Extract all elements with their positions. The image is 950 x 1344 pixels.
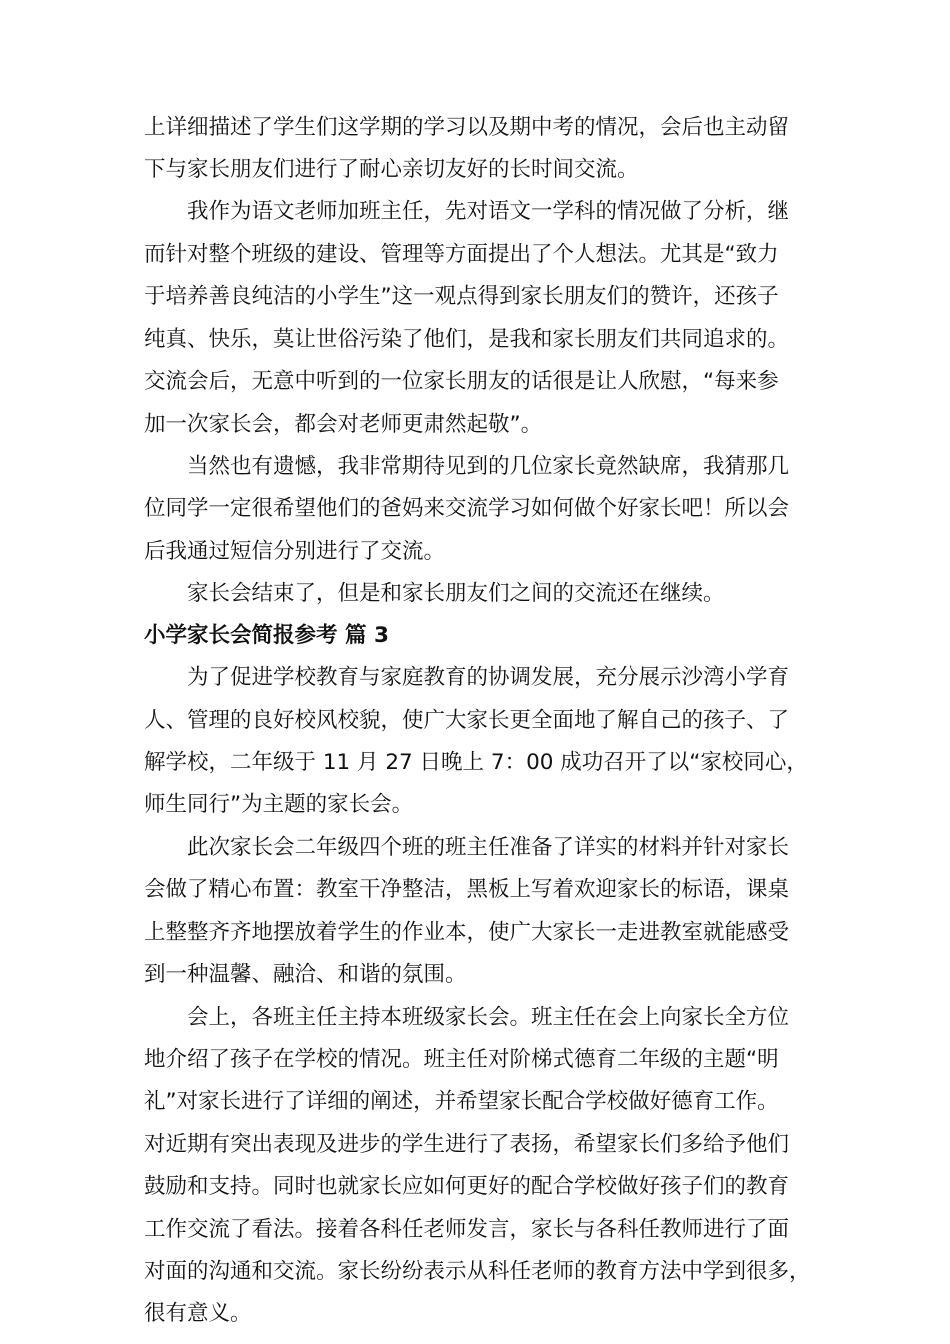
text-line: 到一种温馨、融洽、和谐的氛围。 [144, 962, 467, 987]
text-line: 对面的沟通和交流。家长纷纷表示从科任老师的教育方法中学到很多， [144, 1259, 811, 1284]
text-line: 加一次家长会，都会对老师更肃然起敬”。 [144, 412, 543, 437]
paragraph-start-line: 家长会结束了，但是和家长朋友们之间的交流还在继续。 [187, 581, 725, 606]
text-line: 上详细描述了学生们这学期的学习以及期中考的情况，会后也主动留 [144, 115, 790, 140]
text-line: 上整整齐齐地摆放着学生的作业本，使广大家长一走进教室就能感受 [144, 920, 790, 945]
text-line: 位同学一定很希望他们的爸妈来交流学习如何做个好家长吧！所以会 [144, 496, 790, 521]
text-line: 鼓励和支持。同时也就家长应如何更好的配合学校做好孩子们的教育 [144, 1174, 790, 1199]
text-line: 后我通过短信分别进行了交流。 [144, 539, 446, 564]
text-line: 交流会后，无意中听到的一位家长朋友的话很是让人欣慰，“每来参 [144, 369, 779, 394]
text-line: 纯真、快乐，莫让世俗污染了他们，是我和家长朋友们共同追求的。 [144, 327, 790, 352]
text-line: 工作交流了看法。接着各科任老师发言，家长与各科任教师进行了面 [144, 1217, 790, 1242]
text-line: 地介绍了孩子在学校的情况。班主任对阶梯式德育二年级的主题“明 [144, 1047, 779, 1072]
text-line: 师生同行”为主题的家长会。 [144, 792, 414, 817]
paragraph-start-line: 此次家长会二年级四个班的班主任准备了详实的材料并针对家长 [187, 835, 790, 860]
text-line: 对近期有突出表现及进步的学生进行了表扬，希望家长们多给予他们 [144, 1132, 790, 1157]
paragraph-start-line: 我作为语文老师加班主任，先对语文一学科的情况做了分析，继 [187, 199, 790, 224]
section-heading: 小学家长会简报参考 篇 3 [144, 623, 389, 648]
paragraph-start-line: 为了促进学校教育与家庭教育的协调发展，充分展示沙湾小学育 [187, 665, 790, 690]
text-line: 人、管理的良好校风校貌，使广大家长更全面地了解自己的孩子、了 [144, 708, 790, 733]
paragraph-start-line: 当然也有遗憾，我非常期待见到的几位家长竟然缺席，我猜那几 [187, 454, 790, 479]
text-line: 会做了精心布置：教室干净整洁，黑板上写着欢迎家长的标语，课桌 [144, 877, 790, 902]
text-line: 而针对整个班级的建设、管理等方面提出了个人想法。尤其是“致力 [144, 242, 779, 267]
text-line: 解学校，二年级于 11 月 27 日晚上 7：00 成功召开了以“家校同心， [144, 750, 808, 775]
text-line: 于培养善良纯洁的小学生”这一观点得到家长朋友们的赞许，还孩子 [144, 284, 779, 309]
text-line: 下与家长朋友们进行了耐心亲切友好的长时间交流。 [144, 157, 639, 182]
paragraph-start-line: 会上，各班主任主持本班级家长会。班主任在会上向家长全方位 [187, 1005, 790, 1030]
text-line: 很有意义。 [144, 1301, 252, 1326]
text-line: 礼”对家长进行了详细的阐述，并希望家长配合学校做好德育工作。 [144, 1089, 779, 1114]
